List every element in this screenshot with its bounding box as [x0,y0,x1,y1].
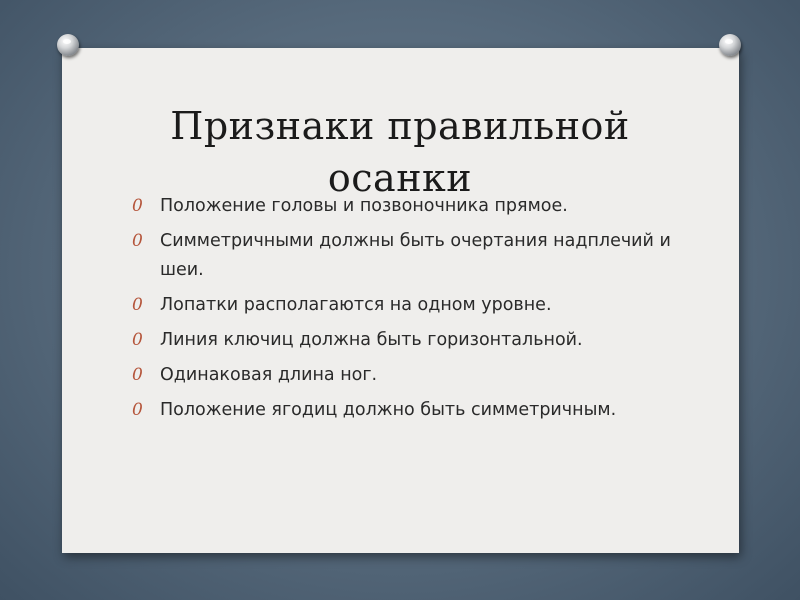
bullet-icon: 0 [132,365,143,385]
bullet-text: Положение ягодиц должно быть симметричным. [160,400,617,420]
bullet-text: Одинаковая длина ног. [160,365,378,385]
slide-title-line2: осанки [327,156,473,200]
bullet-item [128,361,688,390]
bullet-icon: 0 [132,330,143,350]
bullet-list [128,192,688,431]
bullet-icon: 0 [132,295,143,315]
bullet-icon: 0 [132,400,143,420]
bullet-item [128,396,688,425]
bullet-item [128,326,688,355]
slide-title [100,100,700,204]
bullet-icon: 0 [132,196,143,216]
bullet-text: Линия ключиц должна быть горизонтальной. [160,330,583,350]
bullet-text: Лопатки располагаются на одном уровне. [160,295,552,315]
pushpin-right-icon [719,34,741,56]
bullet-item [128,192,688,221]
bullet-icon: 0 [132,231,143,251]
bullet-item [128,291,688,320]
pushpin-left-icon [57,34,79,56]
bullet-text: Симметричными должны быть очертания надплечий и шеи. [160,231,671,280]
slide-title-line1: Признаки правильной [170,104,630,148]
bullet-text: Положение головы и позвоночника прямое. [160,196,568,216]
bullet-item [128,227,688,285]
